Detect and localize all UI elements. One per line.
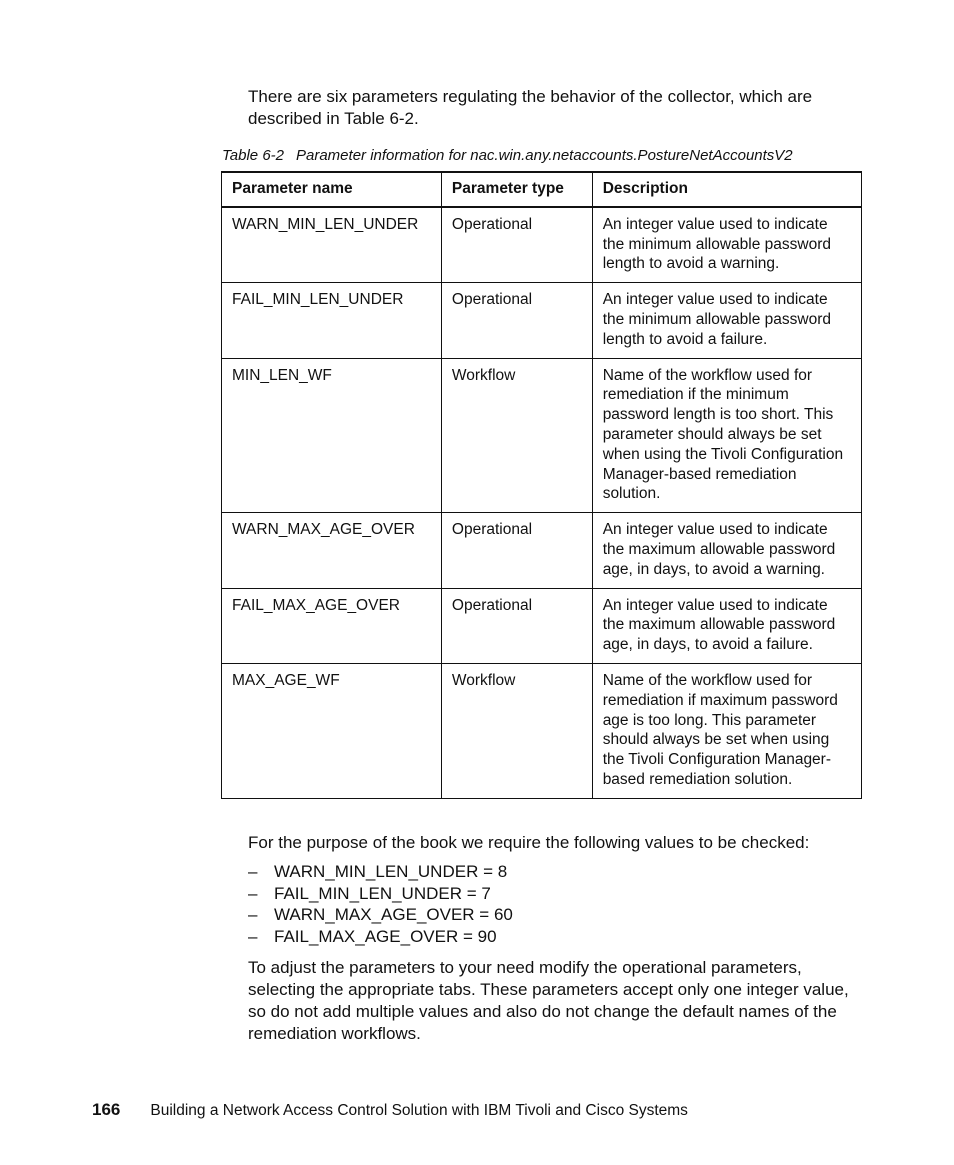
check-values-list (248, 861, 513, 947)
table-row (222, 588, 862, 663)
cell-description: An integer value used to indicate the minimum allowable password length to avoid a failure. (592, 283, 861, 358)
header-parameter-name: Parameter name (222, 172, 442, 207)
parameter-table (221, 171, 862, 799)
book-title: Building a Network Access Control Solution with IBM Tivoli and Cisco Systems (150, 1102, 688, 1119)
table-row (222, 283, 862, 358)
cell-parameter-type: Operational (441, 513, 592, 588)
list-dash: – (248, 905, 258, 924)
table-caption-text: Parameter information for nac.win.any.netaccounts.PostureNetAccountsV2 (296, 147, 793, 164)
cell-parameter-type: Operational (441, 283, 592, 358)
list-item (248, 883, 513, 905)
page-footer (92, 1100, 688, 1121)
cell-parameter-type: Operational (441, 207, 592, 283)
list-item (248, 861, 513, 883)
header-description: Description (592, 172, 861, 207)
cell-description: An integer value used to indicate the maximum allowable password age, in days, to avoid a warning. (592, 513, 861, 588)
page-number: 166 (92, 1100, 121, 1119)
intro-paragraph: There are six parameters regulating the behavior of the collector, which are described in Table 6-2. (248, 87, 813, 128)
list-item-text: WARN_MAX_AGE_OVER = 60 (274, 905, 513, 924)
cell-parameter-name: WARN_MAX_AGE_OVER (222, 513, 442, 588)
cell-parameter-name: MIN_LEN_WF (222, 358, 442, 513)
list-item-text: FAIL_MAX_AGE_OVER = 90 (274, 926, 497, 946)
list-item-text: WARN_MIN_LEN_UNDER = 8 (274, 862, 508, 881)
table-caption-label: Table 6-2 (222, 147, 284, 164)
cell-parameter-name: FAIL_MIN_LEN_UNDER (222, 283, 442, 358)
table-row (222, 663, 862, 798)
list-item-text: FAIL_MIN_LEN_UNDER = 7 (274, 883, 491, 903)
table-row (222, 513, 862, 588)
list-item (248, 926, 513, 948)
cell-parameter-name: FAIL_MAX_AGE_OVER (222, 588, 442, 663)
cell-parameter-type: Operational (441, 588, 592, 663)
cell-parameter-type: Workflow (441, 663, 592, 798)
cell-parameter-type: Workflow (441, 358, 592, 513)
list-dash: – (248, 883, 258, 903)
header-parameter-type: Parameter type (441, 172, 592, 207)
purpose-paragraph: For the purpose of the book we require the following values to be checked: (248, 833, 810, 852)
cell-description: Name of the workflow used for remediation if the minimum password length is too short. This parameter should always be set when using the Tivoli Configuration Manager-based remediation solution. (592, 358, 861, 513)
cell-parameter-name: MAX_AGE_WF (222, 663, 442, 798)
cell-parameter-name: WARN_MIN_LEN_UNDER (222, 207, 442, 283)
list-item (248, 904, 513, 926)
adjust-paragraph: To adjust the parameters to your need modify the operational parameters, selecting the appropriate tabs. These parameters accept only one integer value, so do not add multiple values and also do not change the default names of the remediation workflows. (248, 958, 849, 1043)
list-dash: – (248, 926, 258, 946)
list-dash: – (248, 862, 258, 881)
cell-description: An integer value used to indicate the maximum allowable password age, in days, to avoid a failure. (592, 588, 861, 663)
table-header-row (222, 172, 862, 207)
table-row (222, 358, 862, 513)
table-row (222, 207, 862, 283)
cell-description: Name of the workflow used for remediation if maximum password age is too long. This parameter should always be set when using the Tivoli Configuration Manager-based remediation solution. (592, 663, 861, 798)
cell-description: An integer value used to indicate the minimum allowable password length to avoid a warning. (592, 207, 861, 283)
table-caption (222, 147, 793, 165)
